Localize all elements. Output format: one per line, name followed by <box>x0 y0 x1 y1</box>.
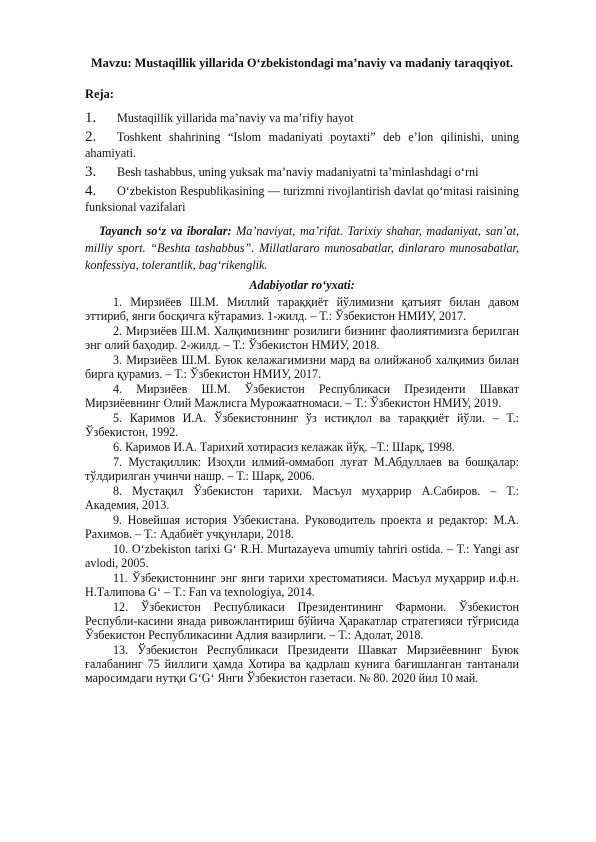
plan-item-text: Toshkent shahrining “Islom madaniyati poytaxti” deb e’lon qilinishi, uning ahamiyati. <box>85 130 519 160</box>
reference-item: 12. Ўзбекистон Республикаси Президентининг Фармони. Ўзбекистон Республи-касини янада ривожлантириш бўйича Ҳаракатлар стратегияси тўғрисида Ўзбекистон Республикасини Адлия вазирлиги. – Т.: Адолат, 2018. <box>85 600 519 642</box>
plan-item <box>85 129 519 161</box>
plan-item-text: Besh tashabbus, uning yuksak ma’naviy madaniyatni ta’minlashdagi o‘rni <box>117 165 479 179</box>
document-title: Mavzu: Mustaqillik yillarida O‘zbekistondagi ma’naviy va madaniy taraqqiyot. <box>90 56 513 70</box>
plan-heading: Reja: <box>85 87 114 101</box>
plan-item-number: 3. <box>85 164 97 180</box>
reference-item: 8. Мустақил Ўзбекистон тарихи. Масъул муҳаррир А.Сабиров. – Т.: Академия, 2013. <box>85 484 519 512</box>
plan-item-text: Mustaqillik yillarida ma’naviy va ma’rifiy hayot <box>117 111 354 125</box>
reference-item: 10. O‘zbekiston tarixi G‘ R.H. Murtazayeva umumiy tahriri ostida. – T.: Yangi asr avlodi, 2005. <box>85 542 519 570</box>
reference-item: 1. Мирзиёев Ш.М. Миллий тараққиёт йўлимизни қатъият билан давом эттириб, янги босқичга кўтарамиз. 1-жилд. – Т.: Ўзбекистон НМИУ, 2017. <box>85 295 519 323</box>
literature-heading: Adabiyotlar ro‘yxati: <box>249 278 355 292</box>
plan-list <box>85 110 519 215</box>
reference-item: 6. Каримов И.А. Тарихий хотирасиз келажак йўқ. –Т.: Шарқ, 1998. <box>113 440 455 454</box>
plan-item-number: 2. <box>85 129 97 145</box>
reference-item: 13. Ўзбекистон Республикаси Президенти Шавкат Мирзиёевнинг Буюк ғалабанинг 75 йиллиги ҳамда Хотира ва қадрлаш кунига бағишланган тантанали маросимдаги нутқи G‘G‘ Янги Ўзбекистон газетаси. № 80. 2020 йил 10 май. <box>85 643 519 685</box>
plan-item-text: O‘zbekiston Respublikasining — turizmni rivojlantirish davlat qo‘mitasi raisining funksional vazifalari <box>85 184 519 214</box>
reference-item: 9. Новейшая история Узбекистана. Руководитель проекта и редактор: М.А. Рахимов. – Т.: Адабиёт учқунлари, 2018. <box>85 513 519 541</box>
keywords-label: Tayanch so‘z va iboralar: <box>99 224 232 238</box>
reference-item: 3. Мирзиёев Ш.М. Буюк келажагимизни мард ва олийжаноб халқимиз билан бирга қурамиз. – Т.: Ўзбекистон НМИУ, 2017. <box>85 353 519 381</box>
plan-item-number: 4. <box>85 183 97 199</box>
plan-item <box>85 183 519 215</box>
reference-item: 5. Каримов И.А. Ўзбекистоннинг ўз истиқлол ва тараққиёт йўли. – Т.: Ўзбекистон, 1992. <box>85 411 519 439</box>
keywords-paragraph <box>85 223 519 274</box>
reference-list <box>85 295 519 685</box>
plan-item <box>85 164 519 180</box>
reference-item: 2. Мирзиёев Ш.М. Халқимизнинг розилиги бизнинг фаолиятимизга берилган энг олий баҳодир. 2-жилд. – Т.: Ўзбекистон НМИУ, 2018. <box>85 324 519 352</box>
reference-item: 11. Ўзбекистоннинг энг янги тарихи хрестоматияси. Масъул муҳаррир и.ф.н. Н.Талипова G‘ – Т.: Fan va texnologiya, 2014. <box>85 571 519 599</box>
plan-item <box>85 110 519 126</box>
reference-item: 4. Мирзиёев Ш.М. Ўзбекистон Республикаси Президенти Шавкат Мирзиёевнинг Олий Мажлисга Мурожаатномаси. – Т.: Ўзбекистон НМИУ, 2019. <box>85 382 519 410</box>
keywords-text: Ma’naviyat, ma’rifat. Tarixiy shahar, madaniyat, san’at, milliy sport. “Beshta tashabbus”. Millatlararo munosabatlar, dinlararo munosabatlar, konfessiya, tolerantlik, bag‘rikenglik. <box>85 224 519 272</box>
reference-item: 7. Мустақиллик: Изоҳли илмий-оммабоп луғат М.Абдуллаев ва бошқалар: тўлдирилган учинчи нашр. – Т.: Шарқ, 2006. <box>85 455 519 483</box>
plan-item-number: 1. <box>85 110 97 126</box>
